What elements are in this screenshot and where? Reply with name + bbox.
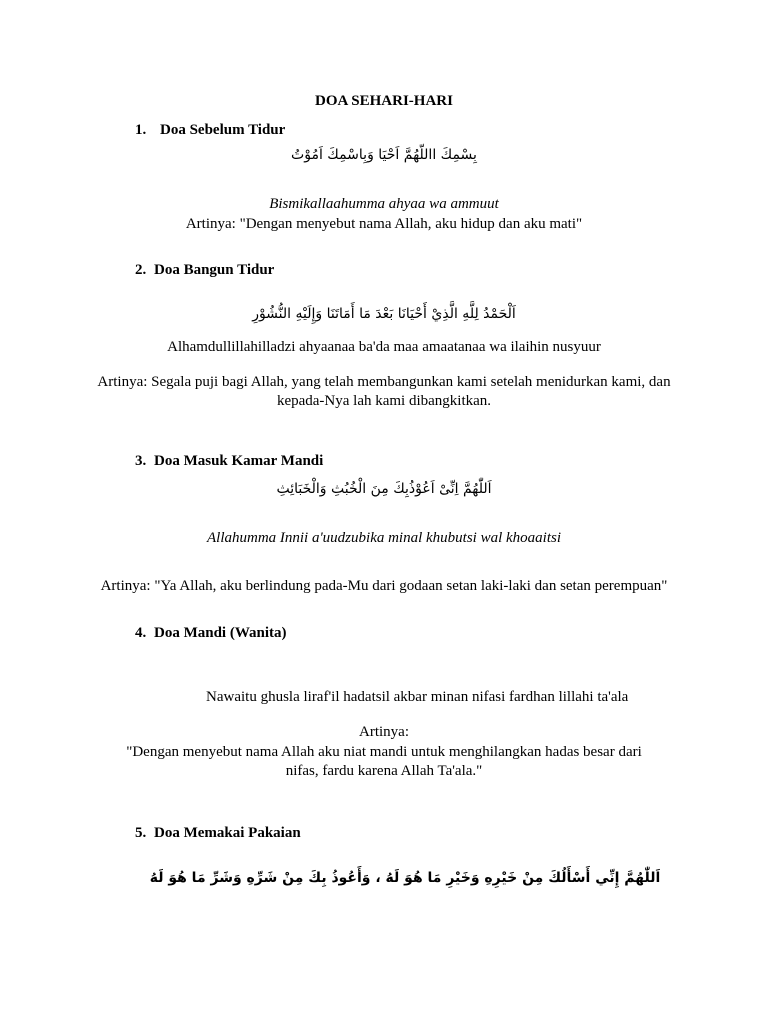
section-4-meaning-label: Artinya: bbox=[359, 724, 409, 740]
section-2-meaning-line1: Artinya: Segala puji bagi Allah, yang telah membangunkan kami setelah menidurkan kami, dan bbox=[97, 374, 671, 390]
section-3-transliteration: Allahumma Innii a'uudzubika minal khubutsi wal khoaaitsi bbox=[206, 530, 562, 546]
section-title: Doa Sebelum Tidur bbox=[160, 122, 286, 138]
section-1-heading bbox=[135, 122, 285, 139]
section-2-arabic: اَلْحَمْدُ لِلَّهِ الَّذِيْ أَحْيَانَا بَعْدَ مَا أَمَاتَنَا وَإِلَيْهِ النُّشُوْرِ bbox=[252, 306, 516, 322]
section-5-arabic: اَللّٰهُمَّ إِنِّي أَسْأَلُكَ مِنْ خَيْرِهِ وَخَيْرِ مَا هُوَ لَهُ ، وَأَعُوذُ بِكَ مِنْ شَرِّهِ وَشَرِّ مَا هُوَ لَهُ bbox=[149, 870, 661, 886]
section-title: Doa Mandi (Wanita) bbox=[154, 625, 287, 641]
section-1-transliteration: Bismikallaahumma ahyaa wa ammuut bbox=[269, 196, 499, 212]
section-2-meaning-line2: kepada-Nya lah kami dibangkitkan. bbox=[276, 393, 492, 409]
section-number: 3. bbox=[135, 453, 147, 469]
section-3-meaning: Artinya: "Ya Allah, aku berlindung pada-Mu dari godaan setan laki-laki dan setan perempuan" bbox=[100, 578, 668, 594]
section-number: 2. bbox=[135, 262, 147, 278]
section-4-heading bbox=[135, 625, 287, 642]
section-3-arabic: اَللّٰهُمَّ اِنِّىْ اَعُوْذُبِكَ مِنَ الْخُبُثِ وَالْخَبَائِثِ bbox=[276, 481, 492, 497]
section-1-meaning: Artinya: "Dengan menyebut nama Allah, aku hidup dan aku mati" bbox=[185, 216, 583, 232]
section-4-transliteration: Nawaitu ghusla liraf'il hadatsil akbar minan nifasi fardhan lillahi ta'ala bbox=[206, 689, 629, 705]
section-number: 4. bbox=[135, 625, 147, 641]
section-3-heading bbox=[135, 453, 323, 470]
section-title: Doa Memakai Pakaian bbox=[154, 825, 301, 841]
section-4-meaning-line2: nifas, fardu karena Allah Ta'ala." bbox=[285, 763, 483, 779]
section-4-meaning-line1: "Dengan menyebut nama Allah aku niat mandi untuk menghilangkan hadas besar dari bbox=[126, 744, 642, 760]
section-1-arabic: بِسْمِكَ االلّهُمَّ اَحْيَا وَبِاسْمِكَ اَمُوْتُ bbox=[291, 147, 477, 163]
section-5-heading bbox=[135, 825, 301, 842]
document-title: DOA SEHARI-HARI bbox=[315, 93, 453, 109]
section-number: 1. bbox=[135, 122, 147, 138]
section-title: Doa Masuk Kamar Mandi bbox=[154, 453, 324, 469]
section-title: Doa Bangun Tidur bbox=[154, 262, 275, 278]
section-2-transliteration: Alhamdullillahilladzi ahyaanaa ba'da maa amaatanaa wa ilaihin nusyuur bbox=[167, 339, 601, 355]
section-number: 5. bbox=[135, 825, 147, 841]
section-2-heading bbox=[135, 262, 274, 279]
